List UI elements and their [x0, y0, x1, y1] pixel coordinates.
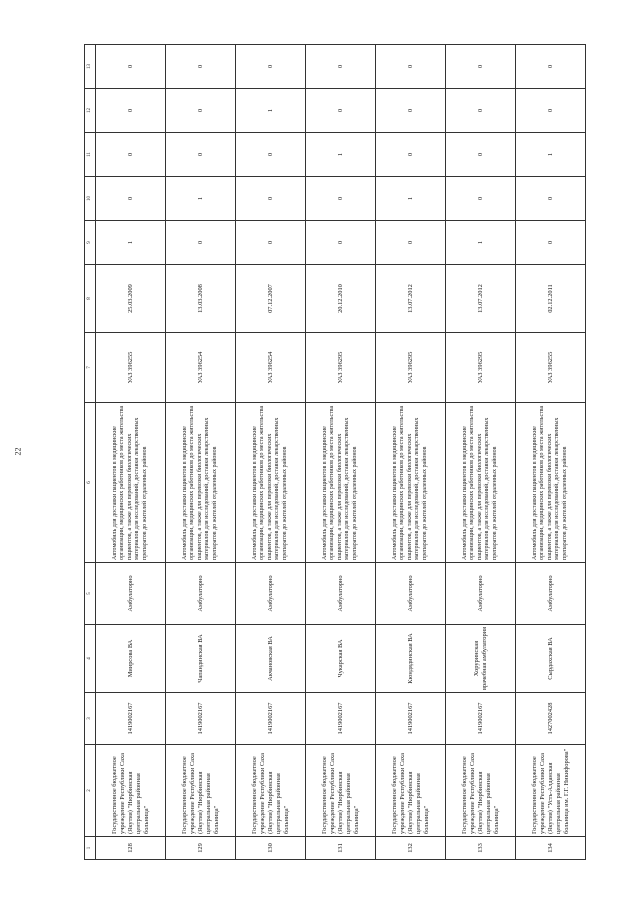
- organization-name: Государственное бюджетное учреждение Республики Саха (Якутия) "Нюрбинская центральная районная больница": [446, 745, 516, 837]
- count-cell: 0: [166, 221, 236, 265]
- care-type: Амбулаторно: [446, 563, 516, 625]
- count-cell: 0: [446, 45, 516, 89]
- count-cell: 0: [306, 89, 376, 133]
- count-cell: 1: [516, 133, 586, 177]
- column-number: 2: [85, 745, 96, 837]
- organization-name: Государственное бюджетное учреждение Республики Саха (Якутия) "Нюрбинская центральная районная больница": [166, 745, 236, 837]
- table-row: [236, 45, 306, 860]
- table-row: [96, 45, 166, 860]
- count-cell: 0: [166, 45, 236, 89]
- subdivision-name: Чапандинская ВА: [166, 625, 236, 693]
- subdivision-name: Миирсова ВА: [96, 625, 166, 693]
- inn-code: 1419002167: [446, 693, 516, 745]
- vehicle-model: УАЗ 396255: [96, 333, 166, 403]
- count-cell: 0: [96, 89, 166, 133]
- acquisition-date: 02.12.2011: [516, 265, 586, 333]
- inn-code: 1419002167: [166, 693, 236, 745]
- column-number: 1: [85, 837, 96, 860]
- vehicle-purpose: Автомобиль для доставки пациентов в медицинские организации, медицинских работников до места жительства пациентов, а также для перевозки биологических материалов для исследований, доставки лекарственных препаратов до жителей отдаленных районов: [96, 403, 166, 563]
- count-cell: 0: [446, 133, 516, 177]
- count-cell: 0: [376, 89, 446, 133]
- subdivision-name: Кюндядинская ВА: [376, 625, 446, 693]
- vehicle-purpose: Автомобиль для доставки пациентов в медицинские организации, медицинских работников до места жительства пациентов, а также для перевозки биологических материалов для исследований, доставки лекарственных препаратов до жителей отдаленных районов: [376, 403, 446, 563]
- count-cell: 0: [236, 221, 306, 265]
- care-type: Амбулаторно: [306, 563, 376, 625]
- count-cell: 0: [166, 89, 236, 133]
- count-cell: 0: [376, 133, 446, 177]
- column-number: 9: [85, 221, 96, 265]
- column-number: 8: [85, 265, 96, 333]
- count-cell: 0: [236, 133, 306, 177]
- count-cell: 0: [236, 177, 306, 221]
- row-number: 134: [516, 837, 586, 860]
- vehicle-model: УАЗ 396295: [446, 333, 516, 403]
- organization-name: Государственное бюджетное учреждение Республики Саха (Якутия) "Нюрбинская центральная районная больница": [236, 745, 306, 837]
- row-number: 133: [446, 837, 516, 860]
- count-cell: 0: [236, 45, 306, 89]
- inn-code: 1419002167: [236, 693, 306, 745]
- vehicle-purpose: Автомобиль для доставки пациентов в медицинские организации, медицинских работников до места жительства пациентов, а также для перевозки биологических материалов для исследований, доставки лекарственных препаратов до жителей отдаленных районов: [446, 403, 516, 563]
- column-number: 13: [85, 45, 96, 89]
- count-cell: 1: [306, 133, 376, 177]
- count-cell: 0: [516, 45, 586, 89]
- count-cell: 0: [376, 221, 446, 265]
- organization-name: Государственное бюджетное учреждение Республики Саха (Якутия) "Нюрбинская центральная районная больница": [376, 745, 446, 837]
- vehicle-model: УАЗ 396255: [516, 333, 586, 403]
- count-cell: 1: [376, 177, 446, 221]
- row-number: 132: [376, 837, 446, 860]
- table-row: [376, 45, 446, 860]
- column-number: 10: [85, 177, 96, 221]
- acquisition-date: 13.03.2008: [166, 265, 236, 333]
- column-number: 5: [85, 563, 96, 625]
- count-cell: 0: [166, 133, 236, 177]
- acquisition-date: 07.12.2007: [236, 265, 306, 333]
- inn-code: 1419002167: [96, 693, 166, 745]
- count-cell: 0: [96, 133, 166, 177]
- count-cell: 0: [516, 177, 586, 221]
- care-type: Амбулаторно: [376, 563, 446, 625]
- count-cell: 0: [96, 177, 166, 221]
- vehicle-table: [84, 44, 586, 860]
- count-cell: 1: [96, 221, 166, 265]
- row-number: 129: [166, 837, 236, 860]
- column-number: 6: [85, 403, 96, 563]
- inn-code: 1419002167: [306, 693, 376, 745]
- row-number: 130: [236, 837, 306, 860]
- table-row: [516, 45, 586, 860]
- count-cell: 0: [376, 45, 446, 89]
- subdivision-name: Хоруринская врачебная амбулатория: [446, 625, 516, 693]
- subdivision-name: Акчановская ВА: [236, 625, 306, 693]
- count-cell: 0: [446, 89, 516, 133]
- count-cell: 0: [516, 221, 586, 265]
- organization-name: Государственное бюджетное учреждение Республики Саха (Якутия) "Усть-Алданская центральная районная больница им. Г.Г. Никифорова": [516, 745, 586, 837]
- rotated-table-container: [84, 45, 586, 860]
- table-row: [306, 45, 376, 860]
- organization-name: Государственное бюджетное учреждение Республики Саха (Якутия) "Нюрбинская центральная районная больница": [96, 745, 166, 837]
- column-number: 3: [85, 693, 96, 745]
- column-number: 11: [85, 133, 96, 177]
- vehicle-model: УАЗ 396254: [236, 333, 306, 403]
- vehicle-model: УАЗ 396254: [166, 333, 236, 403]
- table-row: [166, 45, 236, 860]
- vehicle-model: УАЗ 396295: [376, 333, 446, 403]
- count-cell: 0: [306, 177, 376, 221]
- row-number: 131: [306, 837, 376, 860]
- count-cell: 1: [166, 177, 236, 221]
- count-cell: 0: [446, 177, 516, 221]
- page-number: 22: [13, 447, 23, 456]
- column-number: 4: [85, 625, 96, 693]
- care-type: Амбулаторно: [96, 563, 166, 625]
- vehicle-purpose: Автомобиль для доставки пациентов в медицинские организации, медицинских работников до места жительства пациентов, а также для перевозки биологических материалов для исследований, доставки лекарственных препаратов до жителей отдаленных районов: [166, 403, 236, 563]
- column-number: 12: [85, 89, 96, 133]
- care-type: Амбулаторно: [236, 563, 306, 625]
- count-cell: 0: [516, 89, 586, 133]
- count-cell: 0: [306, 45, 376, 89]
- column-number: 7: [85, 333, 96, 403]
- count-cell: 0: [306, 221, 376, 265]
- row-number: 128: [96, 837, 166, 860]
- table-row: [446, 45, 516, 860]
- care-type: Амбулаторно: [166, 563, 236, 625]
- inn-code: 1419002167: [376, 693, 446, 745]
- acquisition-date: 13.07.2012: [446, 265, 516, 333]
- subdivision-name: Чукарская ВА: [306, 625, 376, 693]
- inn-code: 1427002428: [516, 693, 586, 745]
- vehicle-purpose: Автомобиль для доставки пациентов в медицинские организации, медицинских работников до места жительства пациентов, а также для перевозки биологических материалов для исследований, доставки лекарственных препаратов до жителей отдаленных районов: [306, 403, 376, 563]
- vehicle-model: УАЗ 396295: [306, 333, 376, 403]
- count-cell: 1: [446, 221, 516, 265]
- subdivision-name: Сырдахская ВА: [516, 625, 586, 693]
- count-cell: 0: [96, 45, 166, 89]
- column-number-row: [85, 45, 96, 860]
- acquisition-date: 20.12.2010: [306, 265, 376, 333]
- organization-name: Государственное бюджетное учреждение Республики Саха (Якутия) "Нюрбинская центральная районная больница": [306, 745, 376, 837]
- care-type: Амбулаторно: [516, 563, 586, 625]
- vehicle-purpose: Автомобиль для доставки пациентов в медицинские организации, медицинских работников до места жительства пациентов, а также для перевозки биологических материалов для исследований, доставки лекарственных препаратов до жителей отдаленных районов: [516, 403, 586, 563]
- vehicle-purpose: Автомобиль для доставки пациентов в медицинские организации, медицинских работников до места жительства пациентов, а также для перевозки биологических материалов для исследований, доставки лекарственных препаратов до жителей отдаленных районов: [236, 403, 306, 563]
- count-cell: 1: [236, 89, 306, 133]
- acquisition-date: 25.03.2009: [96, 265, 166, 333]
- acquisition-date: 13.07.2012: [376, 265, 446, 333]
